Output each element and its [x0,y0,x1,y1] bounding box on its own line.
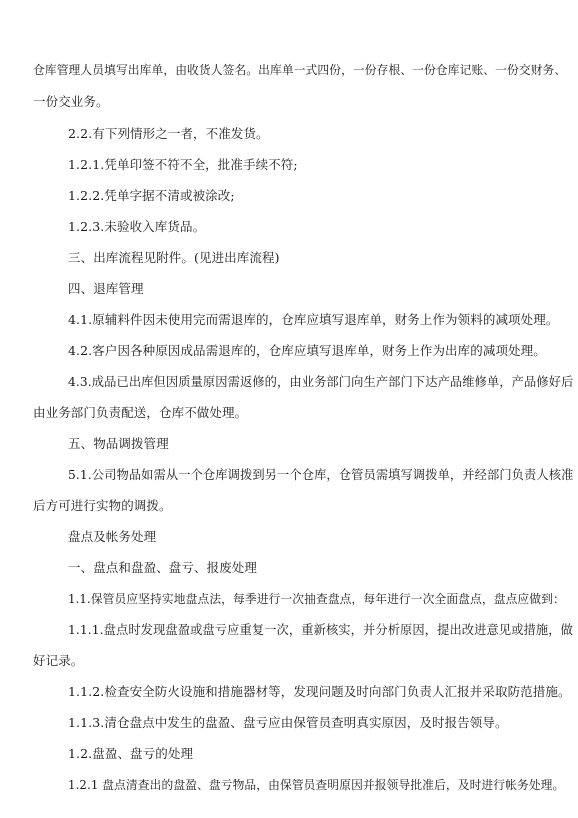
paragraph-line: 1.2.1.凭单印签不符不全，批准手续不符; [68,157,298,172]
paragraph-line: 1.2.1 盘点清查出的盘盈、盘亏物品，由保管员查明原因并报领导批准后，及时进行帐务处理。 [68,778,565,792]
paragraph-line: 1.1.2.检查安全防火设施和措施器材等，发现问题及时向部门负责人汇报并采取防范措施。 [68,684,571,699]
paragraph-line: 5.1.公司物品如需从一个仓库调拨到另一个仓库，仓管员需填写调拨单，并经部门负责人核准 [68,468,574,482]
section-heading: 盘点及帐务处理 [68,529,157,544]
paragraph-line: 4.2.客户因各种原因成品需退库的，仓库应填写退库单，财务上作为出库的减项处理。 [68,343,546,358]
section-heading: 三、出库流程见附件。(见进出库流程) [68,250,280,265]
section-heading: 一、盘点和盘盈、盘亏、报废处理 [68,560,258,575]
section-heading: 2.2.有下列情形之一者，不准发货。 [68,126,269,141]
paragraph-line: 1.1.保管员应坚持实地盘点法，每季进行一次抽查盘点，每年进行一次全面盘点，盘点应做到： [68,592,565,606]
paragraph-line: 1.2.2.凭单字据不清或被涂改; [68,188,235,203]
paragraph-line: 4.1.原辅料件因未使用完而需退库的，仓库应填写退库单，财务上作为领料的减项处理。 [68,312,559,327]
paragraph-line: 1.1.3.清仓盘点中发生的盘盈、盘亏应由保管员查明真实原因，及时报告领导。 [68,715,508,730]
paragraph-line: 后方可进行实物的调拨。 [33,498,172,513]
paragraph-line: 4.3.成品已出库但因质量原因需返修的，由业务部门向生产部门下达产品维修单，产品修好后 [68,375,574,389]
paragraph-line: 由业务部门负责配送，仓库不做处理。 [33,405,248,420]
paragraph-line: 1.1.1.盘点时发现盘盈或盘亏应重复一次，重新核实，并分析原因，提出改进意见或措施，做 [68,623,573,637]
section-heading: 四、退库管理 [68,281,144,296]
section-heading: 五、物品调拨管理 [68,436,169,451]
paragraph-line: 好记录。 [33,653,84,668]
paragraph-line: 1.2.3.未验收入库货品。 [68,219,206,234]
section-heading: 1.2.盘盈、盘亏的处理 [68,746,194,761]
paragraph-line: 仓库管理人员填写出库单，由收货人签名。出库单一式四份，一份存根、一份仓库记账、一份交财务、 [33,63,567,77]
paragraph-line: 一份交业务。 [33,94,109,109]
